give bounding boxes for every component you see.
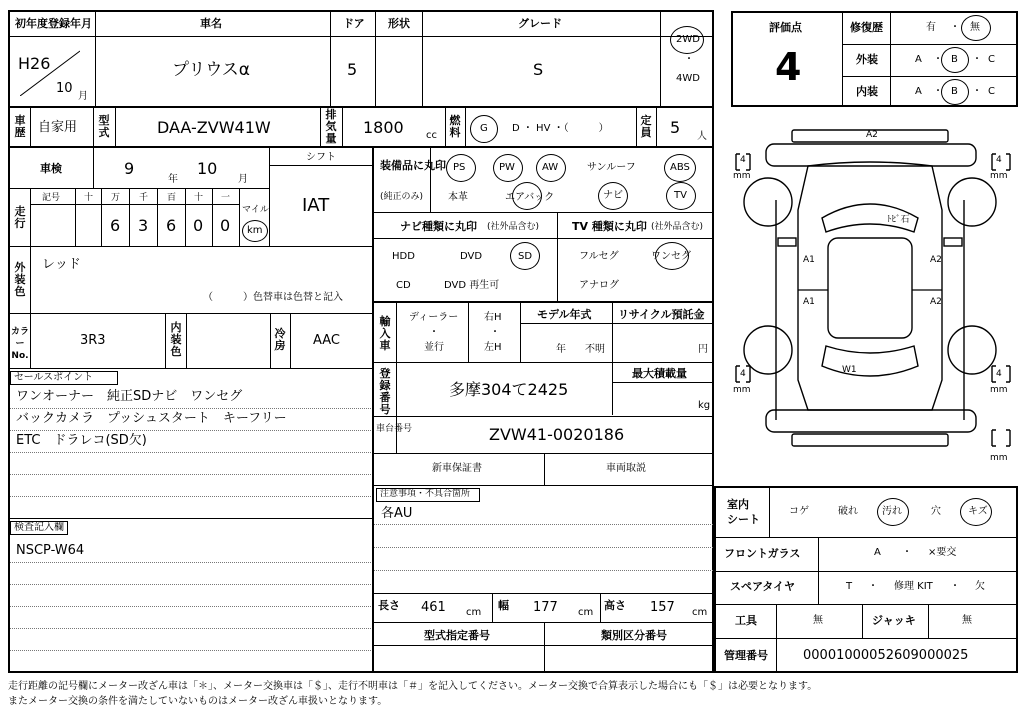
maxload-unit: kg xyxy=(698,400,711,411)
glass-a: A xyxy=(874,547,881,558)
model-value: DAA-ZVW41W xyxy=(157,118,271,137)
equip-aw: AW xyxy=(542,162,559,173)
footer-line-2: またメーター交換の条件を満たしていないものはメーター改ざん車扱いとなります。 xyxy=(8,696,388,707)
diagram-a2-right-top: A2 xyxy=(930,255,942,265)
jack-value: 無 xyxy=(962,615,972,626)
spare-t: T xyxy=(846,581,853,592)
equip-sub: (純正のみ) xyxy=(380,192,424,202)
tire-fl-value: 4 xyxy=(740,155,746,165)
color-value: レッド xyxy=(42,257,81,272)
door-count: 5 xyxy=(347,60,358,79)
shaken-year: 9 xyxy=(124,159,135,178)
aircon-value: AAC xyxy=(313,333,340,348)
navi-cd: CD xyxy=(396,280,411,291)
mileage-head-4: 十 xyxy=(194,193,204,203)
footer-line-1: 走行距離の記号欄にメーター改ざん車は「＊」、メーター交換車は「＄」、走行不明車は「＃」を記入してください。メーター交換で合算表示した場合にも「＄」は必要となります。 xyxy=(8,681,818,692)
sales-label: セールスポイント xyxy=(14,372,94,383)
reg-year-header: 初年度登録年月 xyxy=(15,17,92,30)
model-year-unknown: 不明 xyxy=(585,344,605,355)
fuel-g: G xyxy=(480,123,488,134)
glass-replace: ×要交 xyxy=(928,547,957,558)
mileage-unit: km xyxy=(247,225,263,236)
grade-value: S xyxy=(533,60,544,79)
tools-label: 工具 xyxy=(735,614,757,627)
height-label: 高さ xyxy=(604,599,626,612)
seat-stain: 汚れ xyxy=(882,506,902,517)
drive-2wd: 2WD xyxy=(676,34,700,45)
car-name: プリウスα xyxy=(172,60,251,80)
seat-hole: 穴 xyxy=(931,506,941,517)
diagram-a1-left-top: A1 xyxy=(803,255,815,265)
doc-manual: 車両取説 xyxy=(606,463,646,474)
color-label: 外装色 xyxy=(14,261,26,298)
import-label: 輸入車 xyxy=(379,315,391,352)
length-unit: cm xyxy=(466,607,482,618)
sales-line-1: バックカメラ プッシュスタート キーフリー xyxy=(16,411,287,426)
usage-value: 自家用 xyxy=(38,120,78,135)
navi-hdd: HDD xyxy=(392,251,415,262)
tools-value: 無 xyxy=(813,615,823,626)
shift-value: IAT xyxy=(302,195,330,216)
mileage-digit-1: 3 xyxy=(138,216,149,235)
tire-rr-unit: mm xyxy=(990,385,1008,395)
type-number-label: 型式指定番号 xyxy=(424,629,490,642)
spare-missing: 欠 xyxy=(975,581,985,592)
interior-color-label: 内装色 xyxy=(170,321,182,358)
equip-navi: ナビ xyxy=(603,190,623,201)
chassis-value: ZVW41-0020186 xyxy=(489,425,625,444)
height-unit: cm xyxy=(692,607,708,618)
color-note: （ ）色替車は色替と記入 xyxy=(203,292,343,303)
import-parallel: 並行 xyxy=(424,342,444,353)
import-sep-1: ・ xyxy=(429,327,439,338)
color-code-value: 3R3 xyxy=(80,333,106,348)
exterior-a: A xyxy=(915,54,922,65)
capacity-value: 5 xyxy=(670,118,681,137)
car-diagram xyxy=(730,120,1020,480)
sales-line-2: ETC ドラレコ(SD欠) xyxy=(16,433,147,448)
diagram-a2-front: A2 xyxy=(866,130,878,140)
fuel-label: 燃料 xyxy=(449,114,461,139)
model-label: 型式 xyxy=(98,114,110,139)
mileage-head-1: 万 xyxy=(111,193,121,203)
import-left: 左H xyxy=(484,342,502,353)
diagram-w1: W1 xyxy=(842,365,857,375)
aircon-label: 冷房 xyxy=(274,327,286,352)
tv-kind-sub: (社外品含む) xyxy=(651,222,704,232)
doc-warranty: 新車保証書 xyxy=(432,463,482,474)
mgmt-label: 管理番号 xyxy=(724,649,768,662)
class-number-label: 類別区分番号 xyxy=(601,629,667,642)
shaken-month: 10 xyxy=(197,159,218,178)
import-sep-2: ・ xyxy=(490,327,500,338)
displacement-label: 排気量 xyxy=(325,108,337,145)
tv-fullseg: フルセグ xyxy=(579,251,619,262)
equip-ps: PS xyxy=(453,162,466,173)
mileage-head-0: 十 xyxy=(84,193,94,203)
shaken-label: 車検 xyxy=(40,162,62,175)
maxload-label: 最大積載量 xyxy=(632,367,687,380)
equip-airbag: エアバック xyxy=(505,192,555,203)
recycle-yen: 円 xyxy=(698,344,708,355)
length-label: 長さ xyxy=(378,599,400,612)
import-right: 右H xyxy=(484,312,502,323)
drive-4wd: 4WD xyxy=(676,73,700,84)
tire-fl-unit: mm xyxy=(733,171,751,181)
model-year-label: モデル年式 xyxy=(537,308,592,321)
mile-label: マイル xyxy=(242,205,269,215)
chassis-label: 車台番号 xyxy=(376,424,413,434)
notes-value: 各AU xyxy=(381,506,413,521)
seat-scratch: キズ xyxy=(968,506,988,517)
mileage-label: 走行 xyxy=(14,205,26,230)
door-header: ドア xyxy=(343,17,365,30)
displacement-value: 1800 xyxy=(363,118,404,137)
length-value: 461 xyxy=(421,600,446,615)
equip-pw: PW xyxy=(499,162,515,173)
mileage-head-2: 千 xyxy=(139,193,149,203)
capacity-label: 定員 xyxy=(640,114,652,139)
equip-abs: ABS xyxy=(670,162,690,173)
reg-month: 10 xyxy=(56,81,73,96)
mileage-code-label: 記号 xyxy=(42,193,61,203)
width-value: 177 xyxy=(533,600,558,615)
notes-label: 注意事項・不具合箇所 xyxy=(380,489,471,499)
plate-label: 登録番号 xyxy=(379,367,391,416)
tire-fr-unit: mm xyxy=(990,171,1008,181)
model-year-unit: 年 xyxy=(556,344,566,355)
glass-label: フロントガラス xyxy=(724,547,801,560)
interior-grade-label: 内装 xyxy=(856,85,878,98)
sales-line-0: ワンオーナー 純正SDナビ ワンセグ xyxy=(16,389,243,404)
interior-c: C xyxy=(988,86,995,97)
inspect-value: NSCP-W64 xyxy=(16,543,85,558)
exterior-c: C xyxy=(988,54,995,65)
mileage-digit-4: 0 xyxy=(220,216,231,235)
mileage-digit-0: 6 xyxy=(110,216,121,235)
repair-no: 無 xyxy=(970,22,980,33)
width-unit: cm xyxy=(578,607,594,618)
grade-header: グレード xyxy=(518,17,562,30)
repair-label: 修復歴 xyxy=(850,21,883,34)
shaken-month-unit: 月 xyxy=(238,174,248,185)
navi-sd: SD xyxy=(518,251,533,262)
tire-rl-value: 4 xyxy=(740,369,746,379)
spare-tire-unit: mm xyxy=(990,453,1008,463)
exterior-label: 外装 xyxy=(856,53,878,66)
diagram-a2-right-bot: A2 xyxy=(930,297,942,307)
inspect-label: 検査記入欄 xyxy=(14,522,64,533)
interior-seat-label-2: シート xyxy=(727,513,760,526)
navi-sub: (社外品含む) xyxy=(487,222,540,232)
interior-seat-label-1: 室内 xyxy=(727,498,749,511)
exterior-b: B xyxy=(951,54,958,65)
interior-b: B xyxy=(951,86,958,97)
equip-leather: 本革 xyxy=(448,192,468,203)
equip-label: 装備品に丸印 xyxy=(380,159,446,172)
mileage-head-3: 百 xyxy=(167,193,177,203)
car-name-header: 車名 xyxy=(200,17,222,30)
displacement-unit: cc xyxy=(426,130,437,141)
shaken-year-unit: 年 xyxy=(168,174,178,185)
spare-sep-1: ・ xyxy=(868,581,878,592)
spare-label: スペアタイヤ xyxy=(730,580,796,593)
drive-sep: ・ xyxy=(684,54,694,65)
spare-sep-2: ・ xyxy=(950,581,960,592)
tire-rl-unit: mm xyxy=(733,385,751,395)
equip-sunroof: サンルーフ xyxy=(587,162,636,173)
navi-dvd: DVD xyxy=(460,251,483,262)
shape-header: 形状 xyxy=(388,17,410,30)
reg-month-unit: 月 xyxy=(78,91,88,102)
color-code-label: カラーNo. xyxy=(10,327,29,361)
equip-tv: TV xyxy=(674,190,687,201)
navi-label: ナビ種類に丸印 xyxy=(400,220,477,233)
navi-dvdplay: DVD 再生可 xyxy=(444,280,500,291)
seat-tear: 破れ xyxy=(838,506,858,517)
rating-value: 4 xyxy=(775,45,802,89)
import-dealer: ディーラー xyxy=(409,312,459,323)
diagram-note: ﾄﾋﾞ石 xyxy=(887,215,910,225)
diagram-a1-left-bot: A1 xyxy=(803,297,815,307)
interior-a: A xyxy=(915,86,922,97)
fuel-options: D ・ HV ・（ ） xyxy=(512,123,609,134)
seat-burn: コゲ xyxy=(789,506,809,517)
rating-label: 評価点 xyxy=(769,21,802,34)
main-form-frame xyxy=(8,10,714,673)
capacity-unit: 人 xyxy=(697,131,707,142)
spare-kit: 修理 KIT xyxy=(894,581,933,592)
tv-kind-label: TV 種類に丸印 xyxy=(572,220,647,233)
mileage-head-5: 一 xyxy=(221,193,231,203)
tire-rr-value: 4 xyxy=(996,369,1002,379)
shift-label: シフト xyxy=(306,152,336,163)
history-label: 車歴 xyxy=(14,114,26,139)
height-value: 157 xyxy=(650,600,675,615)
repair-yes: 有 xyxy=(926,22,936,33)
jack-label: ジャッキ xyxy=(872,614,916,627)
mileage-digit-3: 0 xyxy=(193,216,204,235)
mgmt-value: 00001000052609000025 xyxy=(803,648,969,663)
mileage-digit-2: 6 xyxy=(166,216,177,235)
tv-oneseg: ワンセグ xyxy=(651,251,691,262)
plate-value: 多摩304て2425 xyxy=(449,380,569,399)
recycle-label: リサイクル預託金 xyxy=(618,308,705,321)
tv-analog: アナログ xyxy=(579,280,619,291)
tire-fr-value: 4 xyxy=(996,155,1002,165)
glass-sep: ・ xyxy=(902,547,912,558)
width-label: 幅 xyxy=(498,599,509,612)
reg-era: H26 xyxy=(18,54,51,73)
